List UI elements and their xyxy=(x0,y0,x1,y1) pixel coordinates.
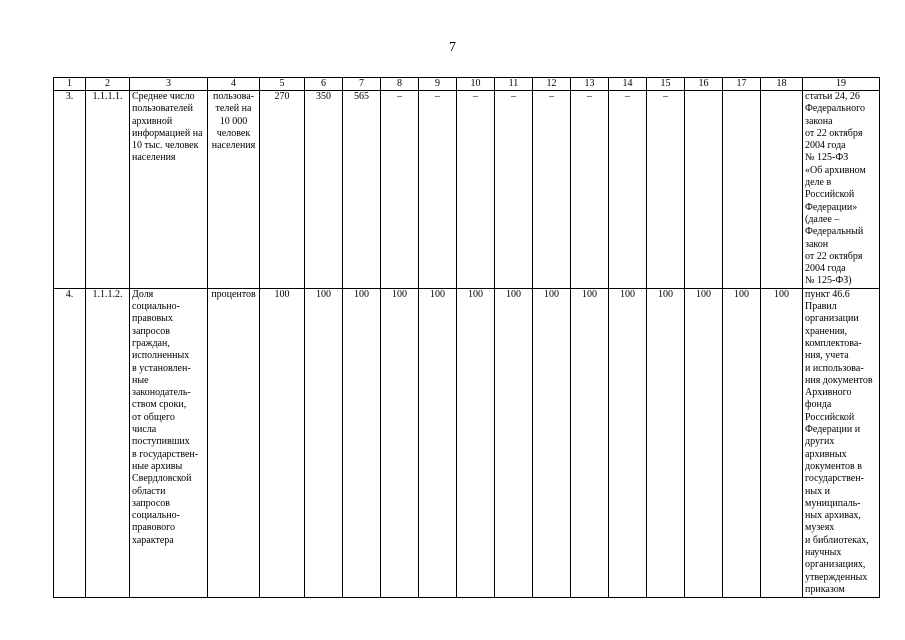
value-cell: 100 xyxy=(609,288,647,597)
indicator-name: Доля социально- правовых запросов граждан, исполненных в установлен- ные законодатель- ством сроки, от общего числа поступивших в государствен- ные архивы Свердловской области запросов социально- правового характера xyxy=(130,288,208,597)
column-header: 9 xyxy=(419,78,457,91)
value-cell: 100 xyxy=(381,288,419,597)
legal-source: пункт 46.6 Правил организации хранения, комплектова- ния, учета и использова- ния документов Архивного фонда Российской Федерации и других архивных документов в государствен- ных и муниципаль- ных архивах, музеях и библиотеках, научных организациях, утвержденных приказом xyxy=(803,288,880,597)
column-header: 4 xyxy=(208,78,260,91)
column-header: 17 xyxy=(723,78,761,91)
value-cell: 100 xyxy=(571,288,609,597)
value-cell: – xyxy=(419,91,457,289)
legal-source: статьи 24, 26 Федерального закона от 22 октября 2004 года № 125-ФЗ «Об архивном деле в Российской Федерации» (далее – Федеральный закон от 22 октября 2004 года № 125-ФЗ) xyxy=(803,91,880,289)
value-cell: – xyxy=(609,91,647,289)
value-cell: 100 xyxy=(343,288,381,597)
column-header: 7 xyxy=(343,78,381,91)
value-cell: 270 xyxy=(260,91,305,289)
column-header: 8 xyxy=(381,78,419,91)
value-cell: – xyxy=(647,91,685,289)
value-cell: 100 xyxy=(723,288,761,597)
row-number: 3. xyxy=(54,91,86,289)
unit-of-measure: процентов xyxy=(208,288,260,597)
data-table xyxy=(53,77,880,598)
value-cell xyxy=(685,91,723,289)
indicator-code: 1.1.1.1. xyxy=(86,91,130,289)
value-cell: 565 xyxy=(343,91,381,289)
value-cell: 100 xyxy=(305,288,343,597)
column-header: 14 xyxy=(609,78,647,91)
row-number: 4. xyxy=(54,288,86,597)
value-cell xyxy=(761,91,803,289)
column-header: 12 xyxy=(533,78,571,91)
value-cell: – xyxy=(571,91,609,289)
column-header: 18 xyxy=(761,78,803,91)
column-header: 6 xyxy=(305,78,343,91)
value-cell: 100 xyxy=(457,288,495,597)
value-cell xyxy=(723,91,761,289)
value-cell: – xyxy=(495,91,533,289)
column-header: 1 xyxy=(54,78,86,91)
column-header: 10 xyxy=(457,78,495,91)
column-header: 19 xyxy=(803,78,880,91)
value-cell: 100 xyxy=(761,288,803,597)
indicator-code: 1.1.1.2. xyxy=(86,288,130,597)
value-cell: – xyxy=(381,91,419,289)
value-cell: 100 xyxy=(495,288,533,597)
page-number: 7 xyxy=(449,40,456,55)
value-cell: 100 xyxy=(419,288,457,597)
value-cell: 100 xyxy=(533,288,571,597)
column-header: 5 xyxy=(260,78,305,91)
value-cell: 100 xyxy=(260,288,305,597)
table-header-row xyxy=(54,78,880,91)
unit-of-measure: пользова- телей на 10 000 человек населения xyxy=(208,91,260,289)
value-cell: 350 xyxy=(305,91,343,289)
table-row xyxy=(54,91,880,289)
column-header: 2 xyxy=(86,78,130,91)
table-row xyxy=(54,288,880,597)
column-header: 11 xyxy=(495,78,533,91)
value-cell: – xyxy=(457,91,495,289)
indicator-name: Среднее число пользователей архивной информацией на 10 тыс. человек населения xyxy=(130,91,208,289)
column-header: 16 xyxy=(685,78,723,91)
value-cell: – xyxy=(533,91,571,289)
column-header: 3 xyxy=(130,78,208,91)
value-cell: 100 xyxy=(685,288,723,597)
value-cell: 100 xyxy=(647,288,685,597)
column-header: 15 xyxy=(647,78,685,91)
column-header: 13 xyxy=(571,78,609,91)
